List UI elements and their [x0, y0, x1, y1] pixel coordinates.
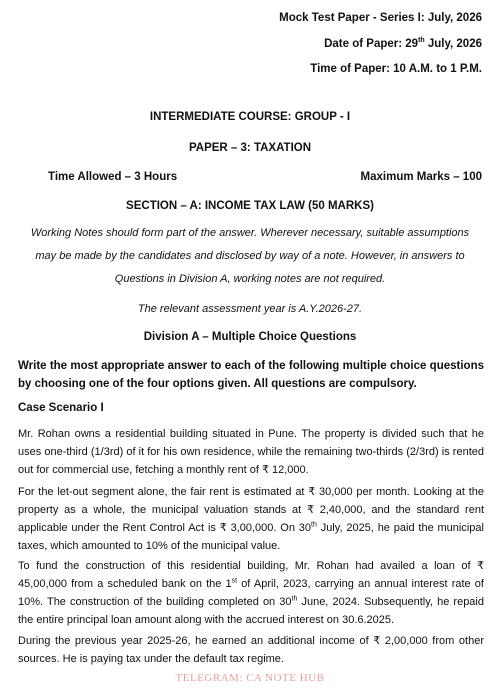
division-title: Division A – Multiple Choice Questions [143, 331, 357, 343]
maximum-marks: Maximum Marks – 100 [360, 171, 482, 183]
paper-title: PAPER – 3: TAXATION [188, 142, 312, 154]
case-scenario-title: Case Scenario I [18, 402, 104, 414]
paragraph-other-income: During the previous year 2025-26, he earned an additional income of ₹ 2,00,000 from other sources. He is paying tax under the default tax regime. [18, 635, 484, 665]
paragraph-rent: For the let-out segment alone, the fair rent is estimated at ₹ 30,000 per month. Looking at the property as a whole, the municipal valuation stands at ₹ 2,40,000, and the standard rent applicable under the Rent Control Act is ₹ 3,00,000. On 30th July, 2025, he paid the municipal taxes, which amounted to 10% of the municipal value. [18, 486, 484, 552]
instruction-text: Write the most appropriate answer to each of the following multiple choice questions by choosing one of the four options given. All questions are compulsory. [18, 360, 484, 390]
time-allowed: Time Allowed – 3 Hours [48, 171, 178, 183]
watermark: TELEGRAM: CA NOTE HUB [175, 672, 325, 684]
paragraph-property: Mr. Rohan owns a residential building situated in Pune. The property is divided such that he uses one-third (1/3rd) of it for his own residence, while the remaining two-thirds (2/3rd) is rented out for commercial use, fetching a monthly rent of ₹ 12,000. [18, 428, 484, 476]
paper-time: Time of Paper: 10 A.M. to 1 P.M. [310, 63, 482, 75]
paragraph-loan: To fund the construction of this residential building, Mr. Rohan had availed a loan of ₹ 45,00,000 from a scheduled bank on the 1st of April, 2023, carrying an annual interest rate of 10%. The construction of the building completed on 30th June, 2024. Subsequently, he repaid the entire principal loan amount along with the accrued interest on 30.6.2025. [18, 560, 484, 626]
paper-series-heading: Mock Test Paper - Series I: July, 2026 [279, 12, 482, 24]
working-notes: Working Notes should form part of the answer. Wherever necessary, suitable assumptions may be made by the candidates and disclosed by way of a note. However, in answers to Questions in Division A, working notes are not required. [30, 227, 470, 285]
assessment-year-note: The relevant assessment year is A.Y.2026-27. [137, 303, 363, 315]
section-title: SECTION – A: INCOME TAX LAW (50 MARKS) [126, 200, 374, 212]
paper-date: Date of Paper: 29th July, 2026 [324, 37, 482, 50]
course-title: INTERMEDIATE COURSE: GROUP - I [149, 111, 351, 123]
